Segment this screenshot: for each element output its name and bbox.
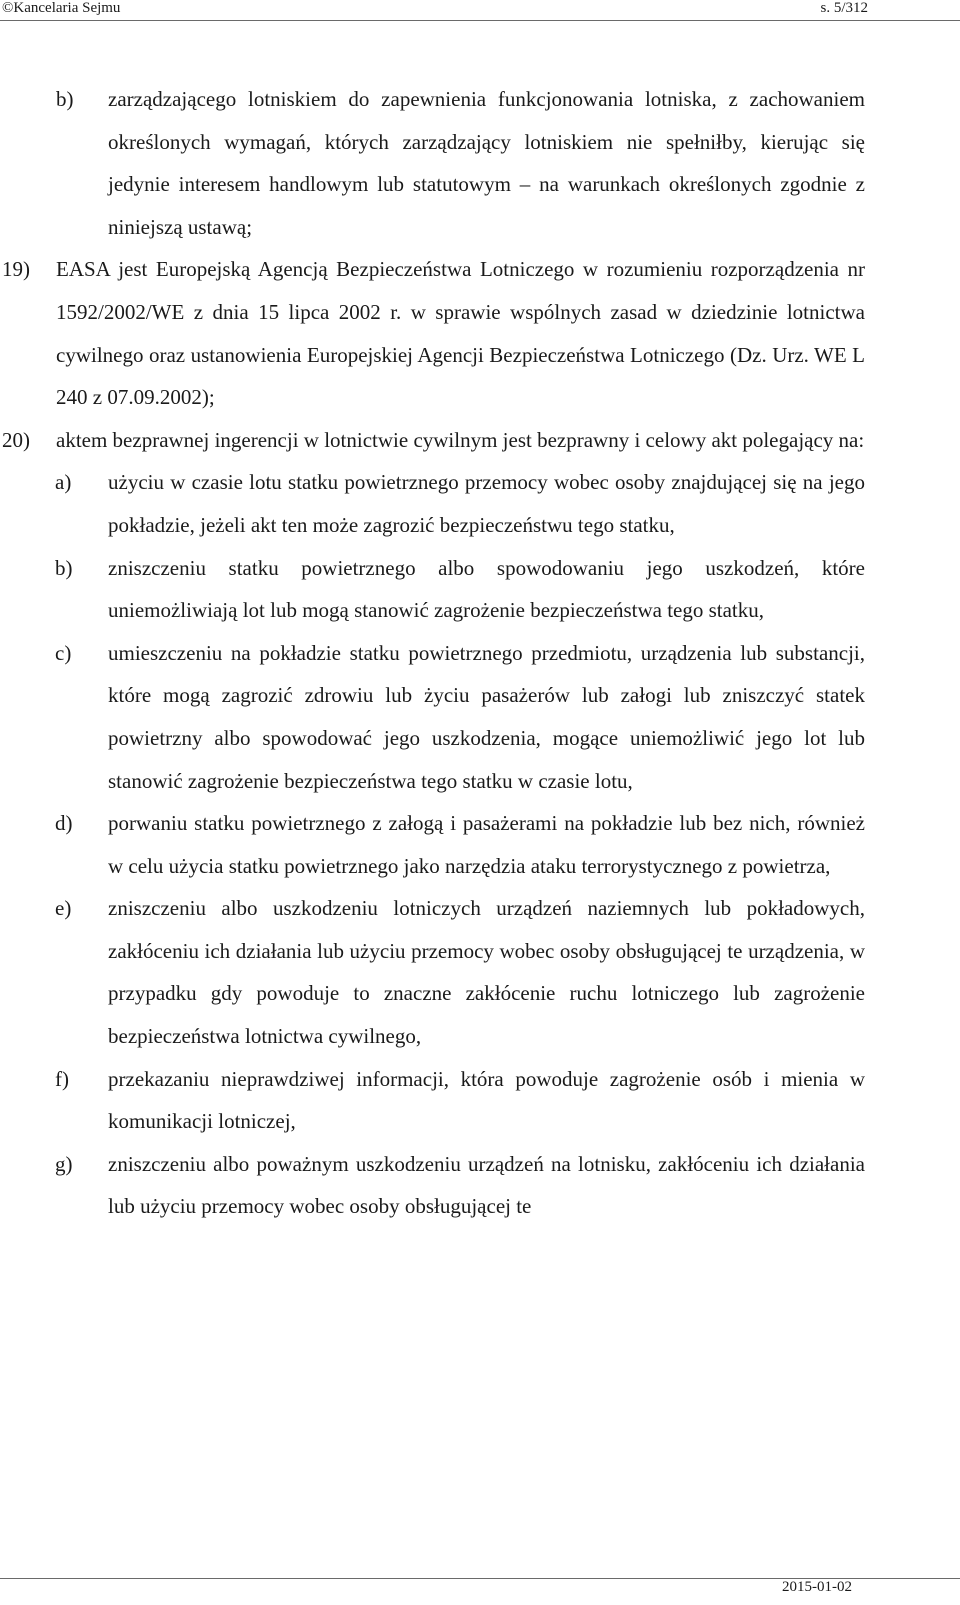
sub-item-label: g) [55,1151,73,1176]
header-rule [0,20,960,21]
sub-list-item [0,887,865,1057]
item-text: EASA jest Europejską Agencją Bezpieczeństwa Lotniczego w rozumieniu rozporządzenia nr 1592/2002/WE z dnia 15 lipca 2002 r. w sprawie wspólnych zasad w dziedzinie lotnictwa cywilnego oraz ustanowienia Europejskiej Agencji Bezpieczeństwa Lotniczego (Dz. Urz. WE L 240 z 07.09.2002); [56,257,865,410]
sub-list-item [0,632,865,802]
sub-item-text: użyciu w czasie lotu statku powietrznego przemocy wobec osoby znajdującej się na jego pokładzie, jeżeli akt ten może zagrozić bezpieczeństwu tego statku, [108,470,865,537]
sub-item-text: przekazaniu nieprawdziwej informacji, która powoduje zagrożenie osób i mienia w komunikacji lotniczej, [108,1066,865,1134]
document-body [0,78,960,1228]
copyright-notice: ©Kancelaria Sejmu [2,0,121,16]
sub-item-text: porwaniu statku powietrznego z załogą i pasażerami na pokładzie lub bez nich, również w celu użycia statku powietrznego jako narzędzia ataku terrorystycznego z powietrza, [108,811,865,878]
item-text: zarządzającego lotniskiem do zapewnienia funkcjonowania lotniska, z zachowaniem określonych wymagań, których zarządzający lotniskiem nie spełniłby, kierując się jedynie interesem handlowym lub statutowym – na warunkach określonych zgodnie z niniejszą ustawą; [108,87,865,239]
list-item [0,248,865,418]
sub-item-label: a) [55,470,72,495]
item-label: 20) [2,427,30,452]
sub-item-label: d) [55,811,73,836]
list-item [0,78,865,248]
item-label: b) [56,87,74,111]
sub-item-label: b) [55,555,73,580]
item-label: 19) [2,257,30,282]
sub-item-text: zniszczeniu statku powietrznego albo spowodowaniu jego uszkodzeń, które uniemożliwiają lot lub mogą stanowić zagrożenie bezpieczeństwa tego statku, [108,555,865,623]
sub-item-text: zniszczeniu albo uszkodzeniu lotniczych urządzeń naziemnych lub pokładowych, zakłóceniu ich działania lub użyciu przemocy wobec osoby obsługującej te urządzenia, w przypadku gdy powoduje to znaczne zakłócenie ruchu lotniczego lub zagrożenie bezpieczeństwa lotnictwa cywilnego, [108,896,865,1049]
page-number: s. 5/312 [820,0,868,16]
sub-list-item [0,1143,865,1228]
page-footer [0,1578,960,1605]
sub-item-text: zniszczeniu albo poważnym uszkodzeniu urządzeń na lotnisku, zakłóceniu ich działania lub użyciu przemocy wobec osoby obsługującej te [108,1151,865,1219]
item-text: aktem bezprawnej ingerencji w lotnictwie cywilnym jest bezprawny i celowy akt polegający na: [56,427,865,452]
sub-list-item [0,1058,865,1143]
sub-item-text: umieszczeniu na pokładzie statku powietrznego przedmiotu, urządzenia lub substancji, które mogą zagrozić zdrowiu lub życiu pasażerów lub załogi lub zniszczyć statek powietrzny albo spowodować jego uszkodzenia, mogące uniemożliwić jego lot lub stanowić zagrożenie bezpieczeństwa tego statku w czasie lotu, [108,640,865,793]
sub-item-label: c) [55,640,72,665]
document-date: 2015-01-02 [782,1579,852,1595]
page-header [0,0,960,22]
sub-list-item [0,802,865,887]
list-item [0,419,865,462]
sub-item-label: e) [55,896,72,921]
sub-item-label: f) [55,1066,69,1091]
sub-list-item [0,461,865,546]
sub-list-item [0,547,865,632]
